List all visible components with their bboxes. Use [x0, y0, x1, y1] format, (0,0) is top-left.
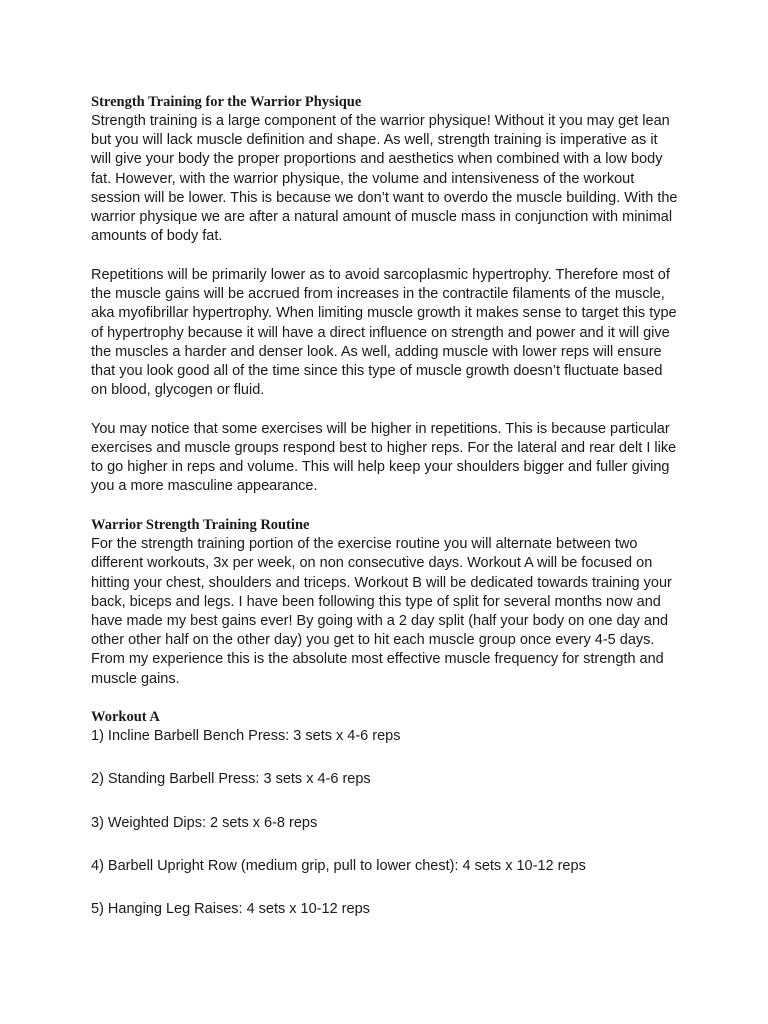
list-item: 1) Incline Barbell Bench Press: 3 sets x 4-6 reps [91, 728, 401, 745]
section-heading-workout-a: Workout A [91, 709, 160, 726]
paragraph-intro: Strength training is a large component of the warrior physique! Without it you may get lean but you will lack muscle definition and shape. As well, strength training is imperative as it will give your body the proper proportions and aesthetics when combined with a low body fat. However, with the warrior physique, the volume and intensiveness of the workout session will be lower. This is because we don’t want to overdo the muscle building. With the warrior physique we are after a natural amount of muscle mass in conjunction with minimal amounts of body fat. [91, 113, 678, 245]
list-item: 3) Weighted Dips: 2 sets x 6-8 reps [91, 814, 318, 831]
list-item: 4) Barbell Upright Row (medium grip, pull to lower chest): 4 sets x 10-12 reps [91, 857, 586, 874]
section-heading-strength-training: Strength Training for the Warrior Physique [91, 94, 362, 110]
section-heading-routine: Warrior Strength Training Routine [91, 517, 310, 534]
paragraph-higher-reps: You may notice that some exercises will be higher in repetitions. This is because particular exercises and muscle groups respond best to higher reps. For the lateral and rear delt I like to go higher in reps and volume. This will help keep your shoulders bigger and fuller giving you a more masculine appearance. [91, 420, 677, 495]
list-item: 2) Standing Barbell Press: 3 sets x 4-6 reps [91, 771, 371, 788]
document-content [91, 93, 691, 919]
paragraph-routine: For the strength training portion of the exercise routine you will alternate between two different workouts, 3x per week, on non consecutive days. Workout A will be focused on hitting your chest, shoulders and triceps. Workout B will be dedicated towards training your back, biceps and legs. I have been following this type of split for several months now and have made my best gains ever! By going with a 2 day split (half your body on one day and other other half on the other day) you get to hit each muscle group once every 4-5 days. From my experience this is the absolute most effective muscle frequency for strength and muscle gains. [91, 536, 672, 687]
list-item: 5) Hanging Leg Raises: 4 sets x 10-12 reps [91, 901, 370, 918]
paragraph-repetitions: Repetitions will be primarily lower as to avoid sarcoplasmic hypertrophy. Therefore most of the muscle gains will be accrued from increases in the contractile filaments of the muscle, aka myofibrillar hypertrophy. When limiting muscle growth it makes sense to target this type of hypertrophy because it will have a direct influence on strength and power and it will give the muscles a harder and denser look. As well, adding muscle with lower reps will ensure that you look good all of the time since this type of muscle growth doesn’t fluctuate based on blood, glycogen or fluid. [91, 266, 677, 399]
